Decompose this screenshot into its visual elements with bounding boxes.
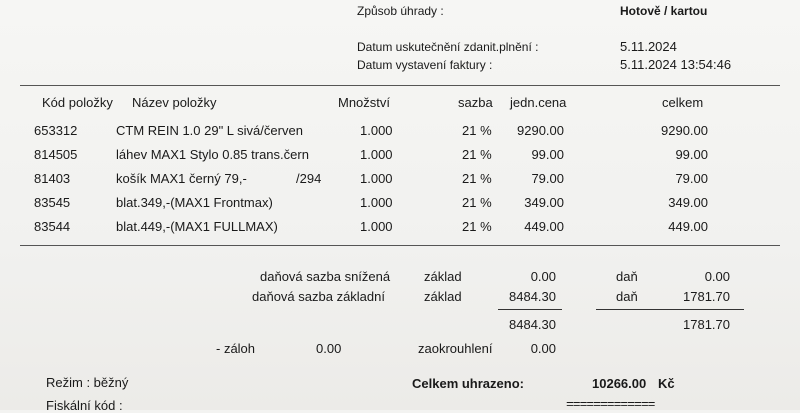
row-unit-price: 79.00 [531, 171, 564, 186]
base-sum-line [498, 309, 562, 310]
row-name: láhev MAX1 Stylo 0.85 trans.čern [116, 147, 309, 162]
row-rate: 21 % [462, 195, 492, 210]
deposit-label: - záloh [216, 341, 256, 356]
table-divider [20, 245, 780, 246]
row-code: 83545 [34, 195, 71, 210]
row-name: CTM REIN 1.0 29" L sivá/červen [116, 123, 303, 138]
header-name: Název položky [132, 95, 217, 110]
row-rate: 21 % [462, 219, 492, 234]
row-name: košík MAX1 černý 79,- [116, 171, 247, 186]
rounding-value: 0.00 [530, 341, 556, 356]
base-total-value: 8484.30 [509, 317, 556, 332]
row-unit-price: 99.00 [531, 147, 564, 162]
reduced-base-value: 0.00 [530, 269, 556, 284]
row-rate: 21 % [462, 147, 492, 162]
row-qty: 1.000 [360, 219, 393, 234]
standard-base-label: základ [424, 289, 462, 304]
header-code: Kód položky [42, 95, 113, 110]
reduced-rate-label: daňová sazba snížená [260, 269, 391, 284]
deposit-value: 0.00 [316, 341, 342, 356]
total-paid-label: Celkem uhrazeno: [412, 376, 524, 391]
row-code: 814505 [34, 147, 78, 162]
tax-total-value: 1781.70 [683, 317, 730, 332]
row-name: blat.449,-(MAX1 FULLMAX) [116, 219, 278, 234]
row-total: 9290.00 [661, 123, 708, 138]
row-total: 449.00 [668, 219, 708, 234]
row-rate: 21 % [462, 123, 492, 138]
currency-label: Kč [658, 376, 675, 391]
mode-label: Režim : běžný [46, 375, 129, 390]
row-total: 349.00 [668, 195, 708, 210]
header-total: celkem [662, 95, 704, 110]
total-separator: ============= [566, 397, 655, 412]
standard-base-value: 8484.30 [509, 289, 556, 304]
row-qty: 1.000 [360, 195, 393, 210]
row-total: 79.00 [675, 171, 708, 186]
row-qty: 1.000 [360, 171, 393, 186]
header-rate: sazba [458, 95, 493, 110]
payment-method-value: Hotově / kartou [620, 4, 708, 18]
tax-sum-line [596, 309, 744, 310]
row-qty: 1.000 [360, 123, 393, 138]
row-unit-price: 349.00 [524, 195, 564, 210]
standard-tax-label: daň [616, 289, 638, 304]
row-code: 83544 [34, 219, 71, 234]
tax-date-value: 5.11.2024 [620, 39, 677, 54]
reduced-tax-value: 0.00 [704, 269, 730, 284]
header-divider [20, 85, 780, 86]
total-paid-value: 10266.00 [592, 376, 647, 391]
standard-tax-value: 1781.70 [683, 289, 730, 304]
row-unit-price: 9290.00 [517, 123, 564, 138]
issue-date-value: 5.11.2024 13:54:46 [620, 57, 732, 72]
row-qty: 1.000 [360, 147, 393, 162]
reduced-tax-label: daň [616, 269, 638, 284]
fiscal-code-label: Fiskální kód : [46, 398, 123, 413]
reduced-base-label: základ [424, 269, 462, 284]
row-name-suffix: /294 [296, 171, 322, 186]
header-qty: Množství [338, 95, 391, 110]
row-code: 653312 [34, 123, 78, 138]
payment-method-label: Způsob úhrady : [357, 4, 444, 18]
row-total: 99.00 [675, 147, 708, 162]
row-rate: 21 % [462, 171, 492, 186]
tax-date-label: Datum uskutečnění zdanit.plnění : [357, 40, 539, 54]
rounding-label: zaokrouhlení [418, 341, 493, 356]
issue-date-label: Datum vystavení faktury : [357, 58, 493, 72]
standard-rate-label: daňová sazba základní [252, 289, 385, 304]
header-unit-price: jedn.cena [510, 95, 567, 110]
row-code: 81403 [34, 171, 71, 186]
row-name: blat.349,-(MAX1 Frontmax) [116, 195, 273, 210]
row-unit-price: 449.00 [524, 219, 564, 234]
